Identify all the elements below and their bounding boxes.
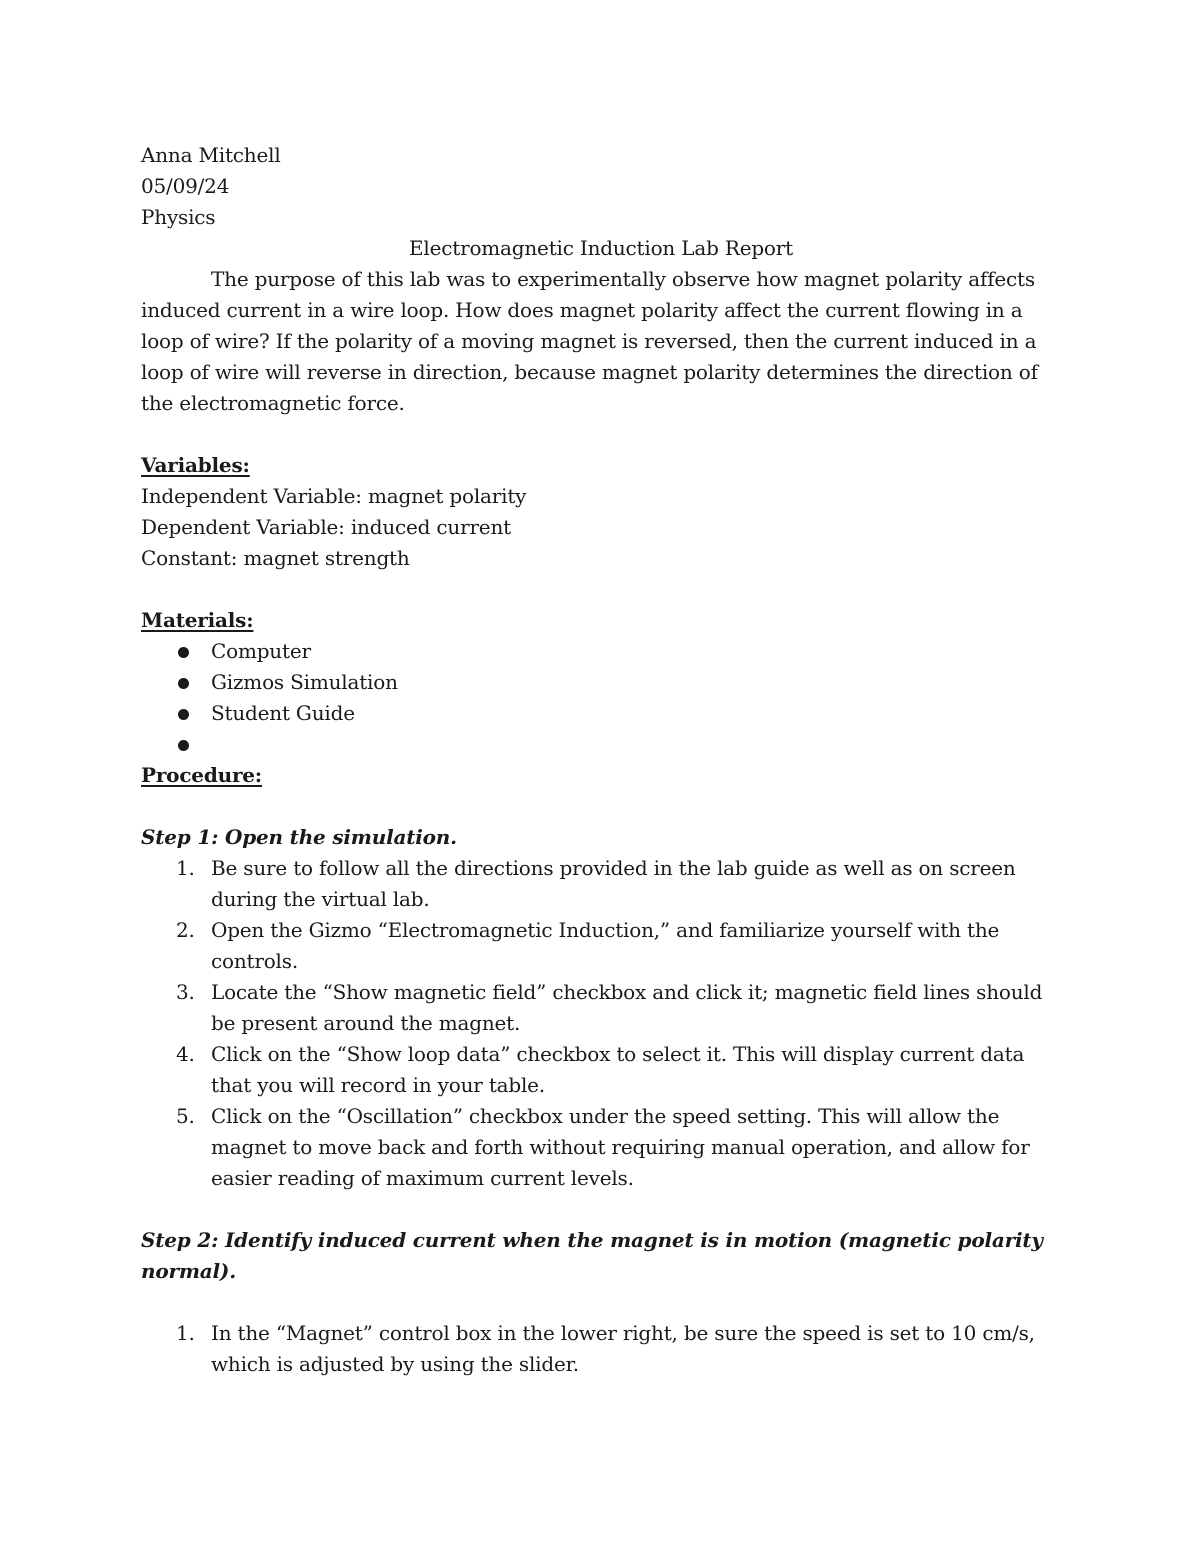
spacer bbox=[141, 574, 1061, 605]
material-label: Computer bbox=[211, 639, 311, 663]
step2-title: Step 2: Identify induced current when the magnet is in motion (magnetic polarity normal). bbox=[141, 1228, 1043, 1283]
list-item bbox=[141, 729, 1061, 760]
bullet-icon bbox=[178, 740, 189, 751]
list-item bbox=[141, 915, 1061, 977]
step-text: Open the Gizmo “Electromagnetic Induction,” and familiarize yourself with the controls. bbox=[211, 918, 1000, 973]
step-text: In the “Magnet” control box in the lower right, be sure the speed is set to 10 cm/s, which is adjusted by using the slider. bbox=[211, 1321, 1035, 1376]
list-item bbox=[141, 853, 1061, 915]
bullet-icon bbox=[178, 647, 189, 658]
spacer bbox=[141, 791, 1061, 822]
list-item bbox=[141, 1101, 1061, 1194]
material-label: Student Guide bbox=[211, 701, 355, 725]
constant-variable: Constant: magnet strength bbox=[141, 546, 410, 570]
independent-variable: Independent Variable: magnet polarity bbox=[141, 484, 527, 508]
material-label: Gizmos Simulation bbox=[211, 670, 398, 694]
step-number: 5. bbox=[176, 1104, 195, 1128]
spacer bbox=[141, 419, 1061, 450]
step-number: 1. bbox=[176, 856, 195, 880]
list-item bbox=[141, 636, 1061, 667]
report-date: 05/09/24 bbox=[141, 174, 230, 198]
step-number: 1. bbox=[176, 1321, 195, 1345]
step-text: Click on the “Show loop data” checkbox to select it. This will display current data that you will record in your table. bbox=[211, 1042, 1025, 1097]
bullet-icon bbox=[178, 709, 189, 720]
step1-title: Step 1: Open the simulation. bbox=[141, 825, 457, 849]
intro-paragraph: The purpose of this lab was to experimentally observe how magnet polarity affects induced current in a wire loop. How does magnet polarity affect the current flowing in a loop of wire? If the polarity of a moving magnet is reversed, then the current induced in a loop of wire will reverse in direction, because magnet polarity determines the direction of the electromagnetic force. bbox=[141, 267, 1038, 415]
variables-heading: Variables: bbox=[141, 453, 250, 477]
list-item bbox=[141, 1039, 1061, 1101]
step-number: 3. bbox=[176, 980, 195, 1004]
spacer bbox=[141, 1287, 1061, 1318]
step-number: 2. bbox=[176, 918, 195, 942]
step2-list bbox=[141, 1318, 1061, 1380]
step-number: 4. bbox=[176, 1042, 195, 1066]
dependent-variable: Dependent Variable: induced current bbox=[141, 515, 511, 539]
author-name: Anna Mitchell bbox=[141, 143, 281, 167]
list-item bbox=[141, 1318, 1061, 1380]
step-text: Locate the “Show magnetic field” checkbox and click it; magnetic field lines should be present around the magnet. bbox=[211, 980, 1043, 1035]
procedure-heading: Procedure: bbox=[141, 763, 262, 787]
report-title: Electromagnetic Induction Lab Report bbox=[409, 236, 793, 260]
list-item bbox=[141, 977, 1061, 1039]
subject: Physics bbox=[141, 205, 216, 229]
document-page bbox=[141, 140, 1061, 1380]
list-item bbox=[141, 698, 1061, 729]
spacer bbox=[141, 1194, 1061, 1225]
step-text: Click on the “Oscillation” checkbox under the speed setting. This will allow the magnet to move back and forth without requiring manual operation, and allow for easier reading of maximum current levels. bbox=[211, 1104, 1030, 1190]
step1-list bbox=[141, 853, 1061, 1194]
bullet-icon bbox=[178, 678, 189, 689]
list-item bbox=[141, 667, 1061, 698]
step-text: Be sure to follow all the directions provided in the lab guide as well as on screen during the virtual lab. bbox=[211, 856, 1016, 911]
materials-heading: Materials: bbox=[141, 608, 254, 632]
materials-list bbox=[141, 636, 1061, 760]
